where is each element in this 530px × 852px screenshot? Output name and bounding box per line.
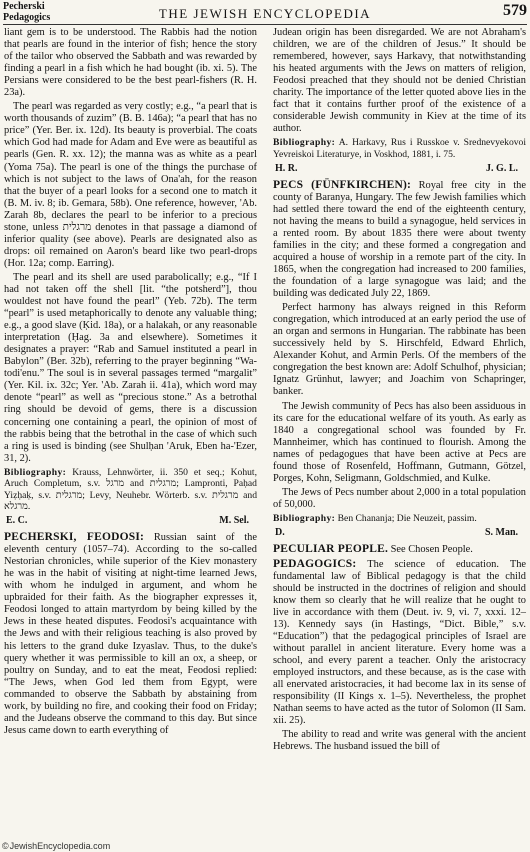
entry-heading: PECS (FÜNFKIRCHEN): — [273, 178, 412, 191]
pecherski-continuation: Judean origin has been disregarded. We are not Abraham's children, we are of the children of Jesus.” It should be remembered, however, says Harkavy, that notwithstanding his heated arguments with the Jews on matters of religion, Feodosi preached that they should not be denied Christian charity. The importance of the letter quoted above lies in the fact that it contains further proof of the existence of a considerable Jewish community in Kiev at the time of its author. — [273, 27, 526, 135]
pecs-paragraph-4: The Jews of Pecs number about 2,000 in a total population of 50,000. — [273, 486, 526, 510]
pearl-paragraph-1: liant gem is to be understood. The Rabbis had the notion that pearls are found in the interior of fish; hence the story of the tailor who observed the Sabbath and was rewarded by finding a pearl in a fish which he had bought (ib. xi. 5). The Persians were considered to be the best pearl-fishers (R. H. 23a). — [4, 27, 257, 99]
cross-reference: See Chosen People. — [390, 543, 473, 555]
header-rule — [3, 24, 527, 25]
pedagogics-paragraph-2: The ability to read and write was general with the ancient Hebrews. The husband issued the bill of — [273, 729, 526, 753]
page-footer — [0, 840, 530, 852]
bibliography-pearl — [4, 467, 257, 513]
signature-author: M. Sel. — [219, 515, 249, 527]
entry-pecs — [273, 179, 526, 300]
entry-heading: PEDAGOGICS: — [273, 557, 357, 570]
bibliography-pecherski — [273, 137, 526, 160]
page-number: 579 — [503, 2, 527, 19]
pearl-paragraph-3: The pearl and its shell are used parabolically; e.g., “If I had not taken off the shell [lit. “the potsherd”], thou wouldest not have found the pearl” (Yeb. 72b). The term “pearl” is used metaphorically to denote any valuable thing; e.g., a good slave (Ḳid. 18a), or a halakah, or any reasonable interpretation (Ḥag. 3a and elsewhere). Sometimes it designates a prayer: “Rab and Samuel instituted a pearl in Babylon” (Ber. 32b), referring to the prayer beginning “Wa-todi'enu.” The soul is in several passages termed “margalit” (Yer. Kil. ix. 32c; Yer. 'Ab. Zarah ii. 41a), which word may denote “pearl” as well as “precious stone.” As a betrothal ring should be devoid of gems, there is a discussion concerning one containing a pearl, the opinion of most of the rabbis being that the betrothal in the case of which such a ring is used is binding (see Shulḥan 'Aruk, Eben ha-'Ezer, 31, 2). — [4, 271, 257, 464]
entry-text: Royal free city in the county of Baranya, Hungary. The few Jewish families which had settled there toward the end of the eighteenth century, not having the means to build a synagogue, held services in a rented room. By about 1835 there were about twenty families in the city; and these formed a congregation and acquired a house of worship in a remote part of the city. In 1865, when the congregation had increased to 200 families, the foundation of a large synagogue was laid; and the building was dedicated July 22, 1869. — [273, 179, 526, 300]
right-column — [273, 27, 526, 755]
bibliography-pecs — [273, 513, 526, 525]
pecs-paragraph-3: The Jewish community of Pecs has also been assiduous in its care for the educational welfare of its youth. As early as 1840 a congregational school was founded by Fr. Mannheimer, which has continued to flourish. Among the names of pedagogues that have been active at Pecs are found those of Rosenfeld, Hoffmann, Gutmann, Götzel, Porges, Kohn, Seligmann, Goldschmied, and Kulke. — [273, 400, 526, 484]
signature-pecs — [273, 527, 526, 539]
publication-title: THE JEWISH ENCYCLOPEDIA — [158, 6, 372, 21]
bibliography-text: A. Harkavy, Rus i Russkoe v. Srednevyekovoi Yevreiskoi Literaturye, in Voskhod, 1881, i. 75. — [273, 137, 526, 161]
running-head-first-entry: Pecherski — [3, 1, 45, 12]
signature-pearl — [4, 515, 257, 527]
entry-heading: PECULIAR PEOPLE. — [273, 542, 389, 555]
source-site-link[interactable]: JewishEncyclopedia.com — [9, 841, 111, 851]
signature-author: S. Man. — [484, 526, 518, 538]
pecs-paragraph-2: Perfect harmony has always reigned in this Reform congregation, which introduced at an early period the use of an organ and sermons in Hungarian. The rabbinate has been successively held by S. Hirschfeld, Edward Ehrlich, Alexander Kohut, and Armin Perls. Of the members of the congregation the best known are: Adolf Schulhof, physician; Ignatz Grünhut, lawyer; and Joachim von Schapringer, banker. — [273, 302, 526, 398]
page-header — [0, 0, 530, 25]
signature-initials: E. C. — [6, 515, 28, 527]
copyright-icon: © — [2, 841, 9, 851]
bibliography-text: Krauss, Lehnwörter, ii. 350 et seq.; Kohut, Aruch Completum, s.v. מרגל and מרגלית; Lampronti, Paḥad Yiẓḥaḳ, s.v. מרגלית; Levy, Neuhebr. Wörterb. s.v. מרגלית and מרגלא. — [4, 466, 257, 513]
entry-pedagogics — [273, 558, 526, 728]
left-column — [4, 27, 257, 739]
signature-initials: H. R. — [275, 162, 298, 174]
entry-text: The science of education. The fundamental law of Biblical pedagogy is that the child should be instructed in the doctrines of religion and should know them so clearly that he will realize that he ought to live in accordance with them (Deut. iv. 9, vi. 7, xxxi. 12–13). Kennedy says (in Hastings, “Dict. Bible,” s.v. “Education”) that the pedagogical principles of Israel are without parallel in ancient literature. Every home was a school, and every parent a teacher. Only the aristocracy employed instructors, and these because, as is the case with all enervated aristocracies, it had become lax in its sense of responsibility (II Kings x. 1–5). Nevertheless, the prophet Nathan seems to have acted as the tutor of Solomon (II Sam. xii. 25). — [273, 558, 526, 727]
bibliography-label: Bibliography: — [273, 512, 336, 524]
signature-pecherski — [273, 163, 526, 175]
bibliography-text: Ben Chananja; Die Neuzeit, passim. — [337, 512, 477, 524]
entry-heading: PECHERSKI, FEODOSI: — [4, 531, 145, 544]
entry-peculiar-people — [273, 543, 526, 556]
running-head-last-entry: Pedagogics — [3, 12, 51, 23]
bibliography-label: Bibliography: — [273, 137, 336, 149]
signature-initials: D. — [275, 526, 285, 538]
entry-text: Russian saint of the eleventh century (1057–74). According to the so-called Nestorian chronicles, while superior of the Kiev monastery he was in the habit of visiting at night-time learned Jews, with whom he indulged in argument, and whom he upbraided for their faith. As the biographer expresses it, Feodosi longed to attain martyrdom by being killed by the Jews in these heated disputes. Feodosi's acquaintance with the Jews and with their religious teaching is also proved by his letters to the grand duke Izyaslav. Thus, to the duke's query whether it was permissible to kill an ox, a sheep, or poultry on Sunday, and to eat the meat, Feodosi replied: “The Jews, when God led them from Egypt, were commanded to observe the Sabbath by abstaining from work, by building no fire, and cooking their food on Friday; and the Judeans observe the command to this day. But since Jesus came down to earth everything of — [4, 532, 257, 736]
bibliography-label: Bibliography: — [4, 466, 67, 478]
signature-author: J. G. L. — [486, 162, 518, 174]
entry-pecherski — [4, 531, 257, 737]
pearl-paragraph-2: The pearl was regarded as very costly; e.g., “a pearl that is worth thousands of zuzim” (B. B. 146a); “a pearl that has no price” (Yer. Ber. ix. 12d). Its beauty is proverbial. The coats which God had made for Adam and Eve were as beautiful as pearls (Gen. R. xx. 12); the manna was as white as a pearl (Yoma 75a). The pearl is one of the things the purchase of which is not subject to the laws of Ona'ah, for the reason that the buyer of a pearl looks for a second one to match it (B. M. iv. 8; ib. Gemara, 58b). One reference, however, 'Ab. Zarah 8b, declares the pearl to be inferior to a precious stone, unless מרגלית denotes in that passage a diamond of inferior quality (see above). Pearls are designated also as drops: oil remained on Aaron's beard like two pearl-drops (Hor. 12a; comp. Earring). — [4, 101, 258, 269]
